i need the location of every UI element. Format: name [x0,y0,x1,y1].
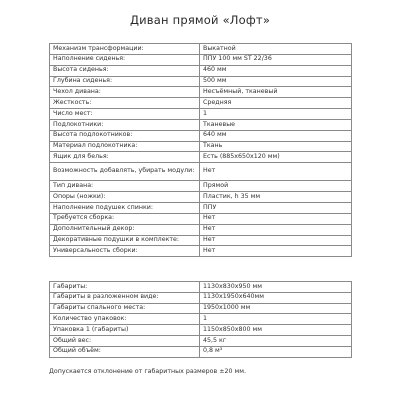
table-row [50,65,352,76]
row-value: Прямой [200,181,352,192]
tolerance-note: Допускается отклонение от габаритных размеров ±20 мм. [49,368,246,375]
row-value: Нет [200,235,352,246]
table-row [50,141,352,152]
table-row [50,202,352,213]
table-row [50,87,352,98]
table-row [50,246,352,257]
row-value: Нет [200,213,352,224]
table-row [50,282,352,293]
row-label: Высота подлокотников: [50,130,200,141]
table-row [50,192,352,203]
table-row [50,292,352,303]
row-value: 1150x850x800 мм [200,325,352,336]
table-row [50,224,352,235]
row-value: Ткань [200,141,352,152]
row-value: Нет [200,224,352,235]
row-label: Габариты спального места: [50,303,200,314]
row-label: Опоры (ножки): [50,192,200,203]
table-row [50,314,352,325]
table-row [50,163,352,181]
row-label: Механизм трансформации: [50,44,200,55]
row-label: Требуется сборка: [50,213,200,224]
table-row [50,181,352,192]
table-row [50,130,352,141]
dimensions-table [49,281,352,358]
row-label: Габариты в разложенном виде: [50,292,200,303]
row-value: ППУ [200,202,352,213]
row-value: 640 мм [200,130,352,141]
row-value: 0,8 м³ [200,346,352,357]
row-value: 45,5 кг [200,335,352,346]
row-label: Упаковка 1 (габариты) [50,325,200,336]
row-label: Количество упаковок: [50,314,200,325]
row-value: Выкатной [200,44,352,55]
row-value: ППУ 100 мм ST 22/36 [200,54,352,65]
row-value: Пластик, h 35 мм [200,192,352,203]
table-row [50,325,352,336]
row-label: Тип дивана: [50,181,200,192]
row-label: Чехол дивана: [50,87,200,98]
row-label: Глубина сиденья: [50,76,200,87]
table-row [50,109,352,120]
row-value: Тканевые [200,119,352,130]
table-row [50,76,352,87]
table-row [50,303,352,314]
row-value: Нет [200,163,352,181]
table-row [50,213,352,224]
row-value: 1 [200,314,352,325]
row-label: Универсальность сборки: [50,246,200,257]
row-label: Материал подлокотника: [50,141,200,152]
row-value: 500 мм [200,76,352,87]
row-value: Есть (885x650x120 мм) [200,152,352,163]
row-label: Возможность добавлять, убирать модули: [50,163,200,181]
row-value: Несъёмный, тканевый [200,87,352,98]
characteristics-table [49,43,352,257]
table-row [50,346,352,357]
table-row [50,152,352,163]
row-label: Габариты: [50,282,200,293]
table-row [50,98,352,109]
row-label: Общий объём: [50,346,200,357]
row-value: 1130x830x950 мм [200,282,352,293]
row-value: 460 мм [200,65,352,76]
row-label: Декоративные подушки в комплекте: [50,235,200,246]
page-title: Диван прямой «Лофт» [129,13,271,27]
row-value: Средняя [200,98,352,109]
table-row [50,335,352,346]
row-label: Жесткость: [50,98,200,109]
table-row [50,119,352,130]
row-value: 1950x1000 мм [200,303,352,314]
row-label: Наполнение подушек спинки: [50,202,200,213]
row-label: Наполнение сиденья: [50,54,200,65]
table-row [50,44,352,55]
row-label: Ящик для белья: [50,152,200,163]
row-label: Число мест: [50,109,200,120]
row-value: 1 [200,109,352,120]
table-row [50,235,352,246]
row-label: Общий вес: [50,335,200,346]
row-value: Нет [200,246,352,257]
row-label: Подлокотники: [50,119,200,130]
row-label: Дополнительный декор: [50,224,200,235]
row-value: 1130x1950x640мм [200,292,352,303]
table-row [50,54,352,65]
row-label: Высота сиденья: [50,65,200,76]
